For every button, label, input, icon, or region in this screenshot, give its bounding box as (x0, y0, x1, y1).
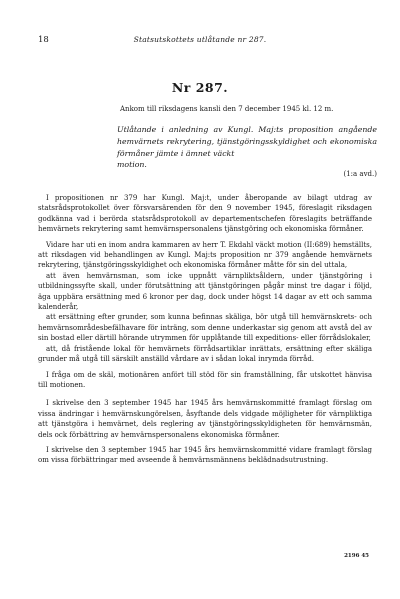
page-number: 18 (38, 35, 49, 45)
paragraph: att även hemvärnsman, som icke uppnått värnpliktsåldern, under tjänstgöring i utbildningssyfte skall, under förutsättning att tjänstgöringen pågår minst tre dagar i följd, äga uppbära ersättning med 6 kronor per dag, dock under högst 14 dagar av ett och samma kalenderår, (38, 271, 372, 312)
document-title-end: motion. (117, 160, 147, 169)
paragraph: I skrivelse den 3 september 1945 har 1945 års hemvärnskommitté framlagt förslag om vissa ändringar i hemvärnskungörelsen, åsyftande dels vidgade möjligheter för värnpliktiga att tjänstgöra i hemvärnet, dels reglering av tjänstgöringsskyldigheten för hemvärnsmän, dels ock förbättring av hemvärnspersonalens ekonomiska förmåner. (38, 399, 372, 439)
paragraph: att, då fristående lokal för hemvärnets förrådsartiklar inrättats, ersättning efter skäliga grunder må utgå till särskilt anställd vårdare av i sådan lokal inrymda förråd. (38, 344, 372, 364)
committee-division: (1:a avd.) (343, 170, 377, 178)
paragraph: att ersättning efter grunder, som kunna befinnas skäliga, bör utgå till hemvärnskrets- och hemvärnsområdesbefälhavare för inträng, som denne underkastar sig genom att avstå del av sin bostad eller därtill hörande utrymmen för upplåtande till expeditions- eller förrådslokaler, (38, 313, 372, 343)
paragraph: Vidare har uti en inom andra kammaren av herr T. Ekdahl väckt motion (II:689) hemställts, att riksdagen vid behandlingen av Kungl. Maj:ts proposition nr 379 angående hemvärnets rekrytering, tjänstgöringsskyldighet och ekonomiska förmåner måtte för sin del uttala, (38, 240, 372, 270)
paragraph: I skrivelse den 3 september 1945 har 1945 års hemvärnskommitté vidare framlagt förslag om vissa förbättringar med avseende å hemvärnsmännens beklädnadsutrustning. (38, 445, 372, 465)
body-text (38, 193, 372, 471)
received-line: Ankom till riksdagens kansli den 7 december 1945 kl. 12 m. (120, 105, 334, 113)
running-head: Statsutskottets utlåtande nr 287. (133, 35, 267, 44)
document-number: Nr 287. (171, 80, 229, 95)
printer-mark: 2196 45 (344, 553, 369, 559)
paragraph: I fråga om de skäl, motionären anfört till stöd för sin framställning, får utskottet hänvisa till motionen. (38, 370, 372, 389)
paragraph: I propositionen nr 379 har Kungl. Maj:t, under åberopande av bilagt utdrag av statsrådsprotokollet över försvarsärenden för den 9 november 1945, föreslagit riksdagen godkänna vad i berörda statsrådsprotokoll av departementschefen föreslagits beträffande hemvärnets rekrytering samt hemvärnspersonalens tjänstgöring och ekonomiska förmåner. (38, 194, 372, 234)
document-title: Utlåtande i anledning av Kungl. Maj:ts proposition angående hemvärnets rekrytering, tjänstgöringsskyldighet och ekonomiska förmåner jämte i ämnet väckt (117, 125, 377, 158)
